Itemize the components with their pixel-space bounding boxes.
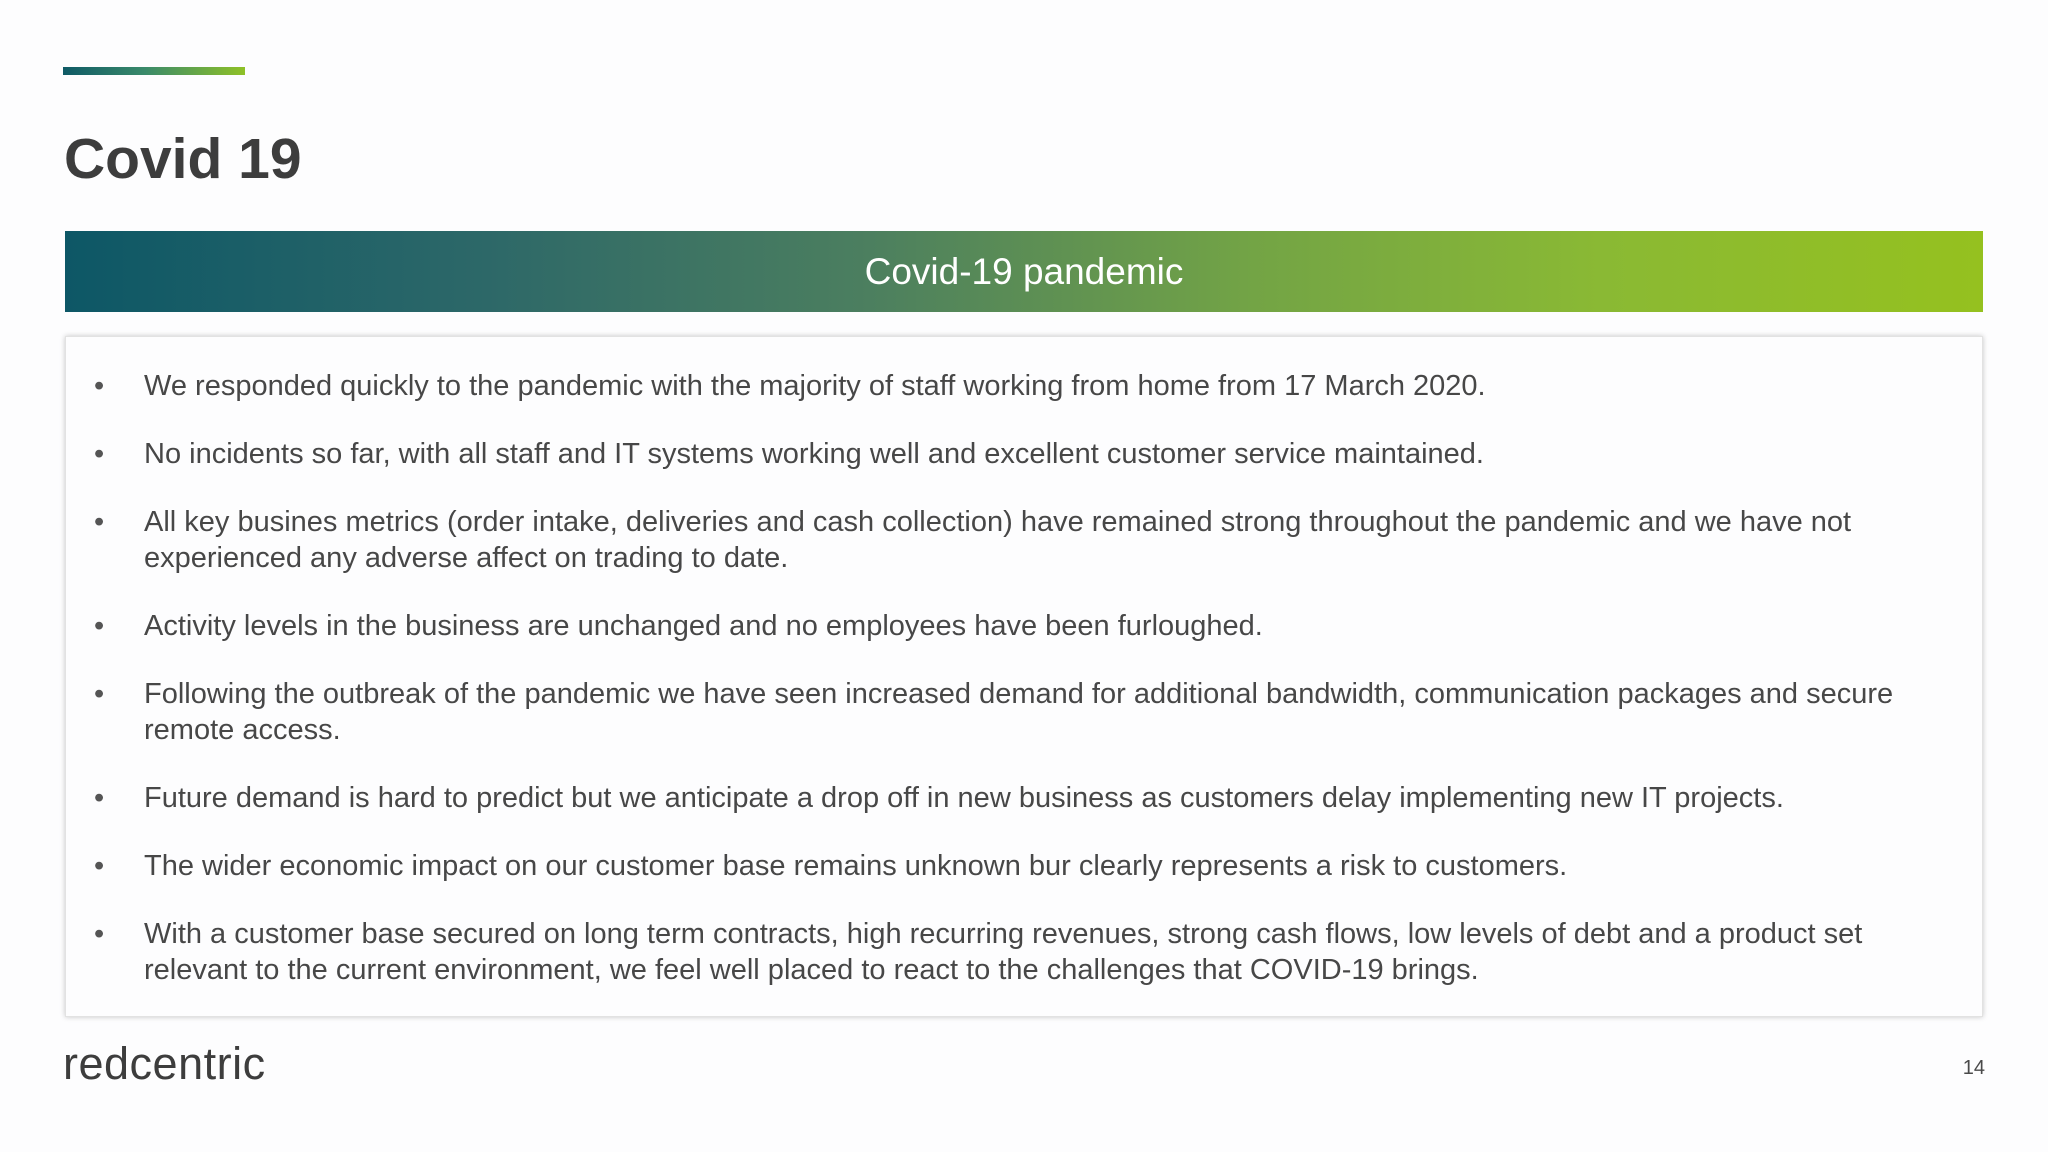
bullet-marker: • <box>94 506 105 538</box>
bullet-text: Following the outbreak of the pandemic we have seen increased demand for additional bandwidth, communication packages and secure remote access. <box>144 678 1894 746</box>
bullet-item <box>66 436 1942 472</box>
redcentric-logo: redcentric <box>63 1038 266 1089</box>
page-number: 14 <box>1962 1057 1985 1079</box>
bullet-item <box>66 676 1942 748</box>
bullet-marker: • <box>94 438 105 470</box>
bullet-content-box <box>65 336 1983 1017</box>
bullet-marker: • <box>94 782 105 814</box>
banner-title: Covid-19 pandemic <box>864 250 1184 292</box>
bullet-item <box>66 848 1942 884</box>
bullet-text: With a customer base secured on long term contracts, high recurring revenues, strong cash flows, low levels of debt and a product set relevant to the current environment, we feel well placed to react to the challenges that COVID-19 brings. <box>144 918 1863 986</box>
bullet-marker: • <box>94 370 105 402</box>
bullet-text: Future demand is hard to predict but we anticipate a drop off in new business as customers delay implementing new IT projects. <box>144 782 1784 814</box>
bullet-text: The wider economic impact on our customer base remains unknown bur clearly represents a risk to customers. <box>144 850 1568 882</box>
bullet-item <box>66 608 1942 644</box>
bullet-text: No incidents so far, with all staff and IT systems working well and excellent customer service maintained. <box>144 438 1484 470</box>
bullet-text: Activity levels in the business are unchanged and no employees have been furloughed. <box>144 610 1263 642</box>
bullet-item <box>66 504 1942 576</box>
slide-title: Covid 19 <box>64 127 302 191</box>
bullet-text: We responded quickly to the pandemic with the majority of staff working from home from 17 March 2020. <box>144 370 1486 402</box>
bullet-marker: • <box>94 918 105 950</box>
bullet-item <box>66 916 1942 988</box>
bullet-item <box>66 780 1942 816</box>
bullet-item <box>66 368 1942 404</box>
bullet-marker: • <box>94 678 105 710</box>
bullet-marker: • <box>94 850 105 882</box>
bullet-marker: • <box>94 610 105 642</box>
bullet-list <box>66 368 1942 988</box>
section-banner <box>65 231 1983 312</box>
title-accent-bar <box>63 67 245 75</box>
bullet-text: All key busines metrics (order intake, deliveries and cash collection) have remained strong throughout the pandemic and we have not experienced any adverse affect on trading to date. <box>144 506 1852 574</box>
